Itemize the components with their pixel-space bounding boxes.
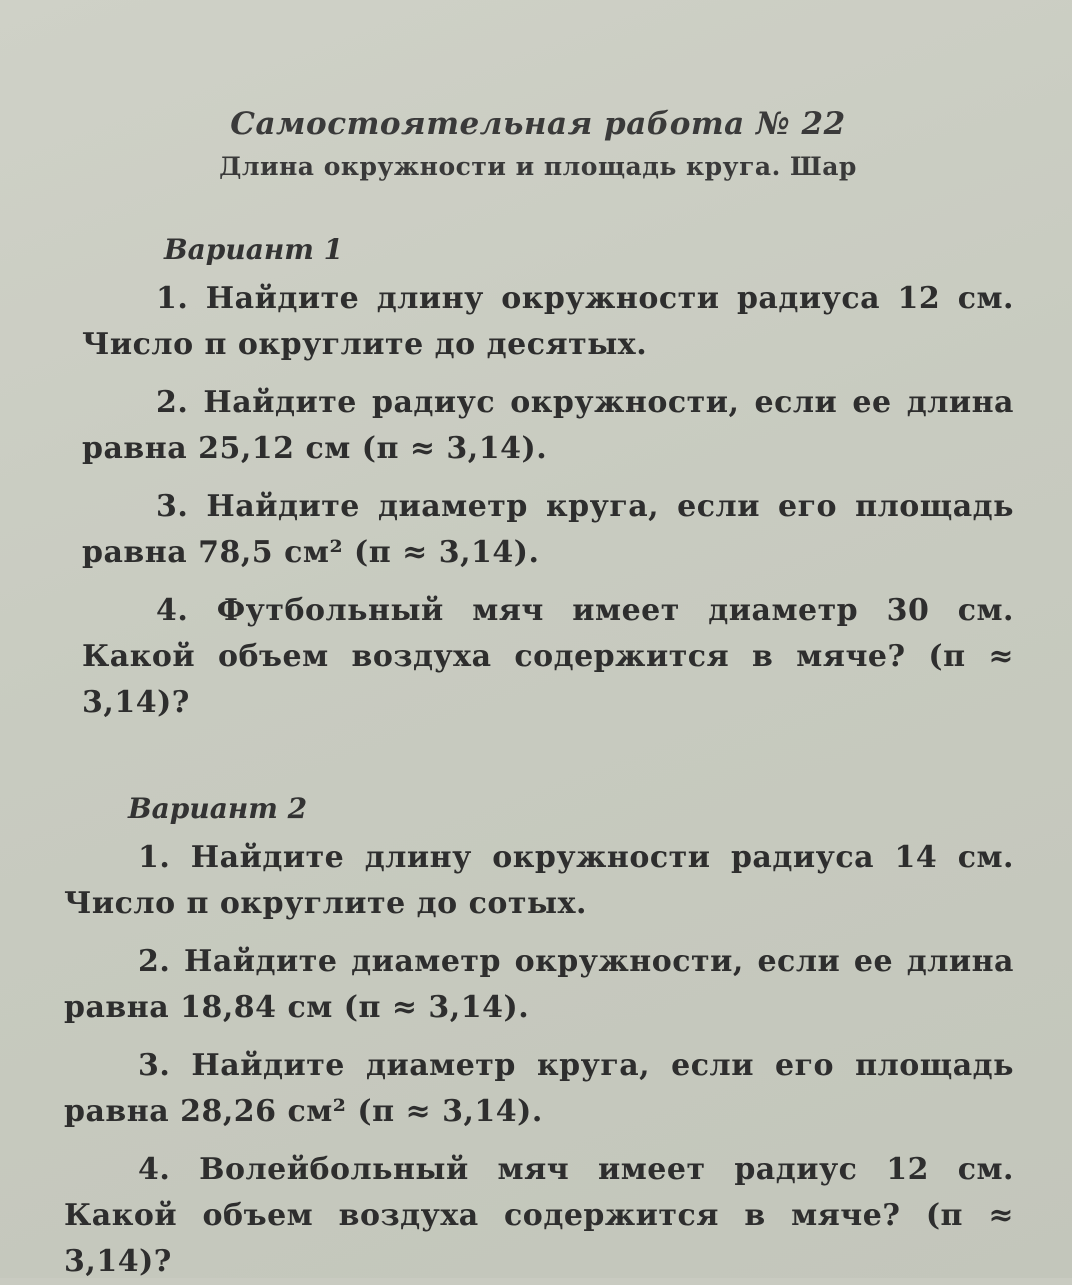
variant-2-task-1: 1. Найдите длину окружности радиуса 14 см. Число π округлите до сотых. (64, 840, 1014, 921)
variant-2-task-4: 4. Волейбольный мяч имеет радиус 12 см. Какой объем воздуха содержится в мяче? (π ≈ 3,14)? (64, 1152, 1014, 1279)
variant-2-task-3: 3. Найдите диаметр круга, если его площадь равна 28,26 см² (π ≈ 3,14). (64, 1048, 1014, 1129)
variant-2 (62, 792, 1014, 1285)
variant-1-label: Вариант 1 (164, 233, 344, 266)
variant-1-task-3: 3. Найдите диаметр круга, если его площадь равна 78,5 см² (π ≈ 3,14). (82, 489, 1014, 570)
variant-1-task-1: 1. Найдите длину окружности радиуса 12 см. Число π округлите до десятых. (82, 281, 1014, 362)
worksheet-title: Самостоятельная работа № 22 (230, 106, 846, 142)
variant-2-task-2: 2. Найдите диаметр окружности, если ее длина равна 18,84 см (π ≈ 3,14). (64, 944, 1014, 1025)
variant-1-task-4: 4. Футбольный мяч имеет диаметр 30 см. Какой объем воздуха содержится в мяче? (π ≈ 3,14)? (82, 593, 1014, 720)
variant-2-label: Вариант 2 (128, 792, 308, 825)
variant-1 (62, 233, 1014, 726)
variant-1-task-2: 2. Найдите радиус окружности, если ее длина равна 25,12 см (π ≈ 3,14). (82, 385, 1014, 466)
worksheet-subtitle: Длина окружности и площадь круга. Шар (219, 152, 857, 181)
